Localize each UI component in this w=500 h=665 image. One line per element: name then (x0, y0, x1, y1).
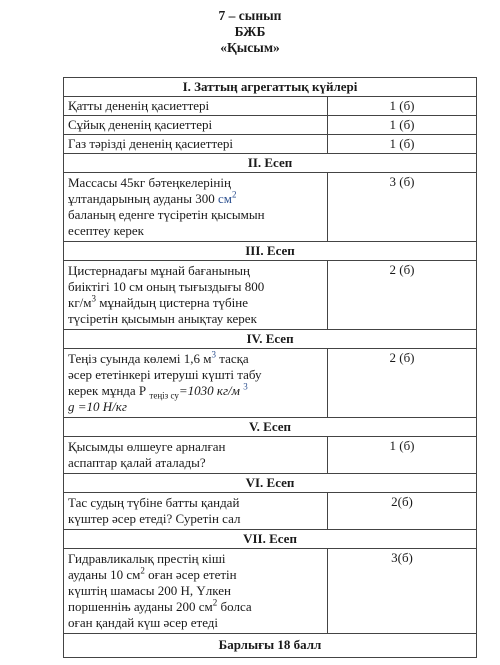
assessment-table (63, 77, 477, 658)
topic-title: «Қысым» (220, 40, 280, 55)
task-line (68, 599, 323, 615)
task-line: биіктігі 10 см оның тығыздығы 800 (68, 279, 265, 294)
total-row (64, 634, 477, 658)
table-row (64, 349, 477, 418)
task-points: 1 (б) (328, 116, 477, 135)
task-line: Тас судың түбіне батты қандай (68, 495, 240, 510)
task-line: күштің шамасы 200 Н, Үлкен (68, 583, 232, 598)
table-row (64, 437, 477, 474)
task-fragment: керек мұнда Р (68, 383, 150, 398)
test-type: БЖБ (234, 24, 266, 39)
task-fragment: поршенніњ ауданы 200 см (68, 599, 213, 614)
section-header-row (64, 418, 477, 437)
section-title: VII. Есеп (64, 530, 477, 549)
table-row (64, 173, 477, 242)
superscript: 2 (231, 189, 237, 200)
table-row (64, 493, 477, 530)
task-line (68, 191, 323, 207)
table-row (64, 116, 477, 135)
task-text: Қатты дененің қасиеттері (64, 97, 328, 116)
superscript: 3 (211, 349, 216, 360)
document-header (0, 8, 500, 56)
superscript: 3 (243, 381, 248, 392)
task-points: 1 (б) (328, 135, 477, 154)
task-fragment: оған әсер ететін (144, 567, 237, 582)
task-line (68, 383, 323, 399)
section-title: VI. Есеп (64, 474, 477, 493)
unit-text: см (217, 191, 232, 206)
grade-label: 7 – сынып (218, 8, 282, 23)
task-points: 3(б) (328, 549, 477, 634)
task-fragment: ұлтандарының ауданы 300 (68, 191, 218, 206)
task-points: 2 (б) (328, 261, 477, 330)
task-fragment: тасқа (215, 351, 249, 366)
task-fragment: кг/м (68, 295, 92, 310)
task-text: Газ тәрізді дененің қасиеттері (64, 135, 328, 154)
section-header-row (64, 154, 477, 173)
task-line (68, 295, 323, 311)
section-title: V. Есеп (64, 418, 477, 437)
task-fragment: Теңіз суында көлемі 1,6 м (68, 351, 212, 366)
table-row (64, 97, 477, 116)
task-text (64, 173, 328, 242)
task-text: Сұйық дененің қасиеттері (64, 116, 328, 135)
task-line: түсіретін қысымын анықтау керек (68, 311, 257, 326)
task-fragment: мұнайдың цистерна түбіне (96, 295, 248, 310)
superscript: 2 (212, 597, 218, 608)
section-title: IV. Есеп (64, 330, 477, 349)
section-title: I. Заттың агрегаттық күйлері (64, 78, 477, 97)
table-row (64, 261, 477, 330)
section-header-row (64, 242, 477, 261)
task-line: оған қандай күш әсер етеді (68, 615, 219, 630)
task-line: Қысымды өлшеуге арналған (68, 439, 226, 454)
section-title: II. Есеп (64, 154, 477, 173)
section-title: III. Есеп (64, 242, 477, 261)
section-header-row (64, 78, 477, 97)
subscript: теңіз су (149, 390, 179, 401)
task-text (64, 549, 328, 634)
superscript: 3 (91, 293, 96, 304)
table-row (64, 549, 477, 634)
task-line: есептеу керек (68, 223, 144, 238)
task-line: Гидравликалық престің кіші (68, 551, 226, 566)
task-points: 2 (б) (328, 349, 477, 418)
task-points: 1 (б) (328, 437, 477, 474)
task-text (64, 437, 328, 474)
table-row (64, 135, 477, 154)
formula-fragment: =1030 кг/м (178, 383, 244, 398)
section-header-row (64, 330, 477, 349)
task-points: 3 (б) (328, 173, 477, 242)
task-line: аспаптар қалай аталады? (68, 455, 206, 470)
task-line (68, 567, 323, 583)
task-text (64, 349, 328, 418)
total-score: Барлығы 18 балл (64, 634, 477, 658)
task-line: әсер ететінкері итеруші күшті табу (68, 367, 262, 382)
task-points: 2(б) (328, 493, 477, 530)
task-line (68, 351, 323, 367)
task-text (64, 493, 328, 530)
task-points: 1 (б) (328, 97, 477, 116)
section-header-row (64, 530, 477, 549)
task-line: баланың еденге түсіретін қысымын (68, 207, 265, 222)
task-text (64, 261, 328, 330)
task-line: Массасы 45кг бәтеңкелерінің (68, 175, 231, 190)
task-fragment: ауданы 10 см (68, 567, 141, 582)
task-line: g =10 Н/кг (68, 399, 127, 414)
task-line: Цистернадағы мұнай бағанының (68, 263, 250, 278)
task-fragment: болса (217, 599, 252, 614)
task-line: күштер әсер етеді? Суретін сал (68, 511, 241, 526)
superscript: 2 (140, 565, 145, 576)
section-header-row (64, 474, 477, 493)
